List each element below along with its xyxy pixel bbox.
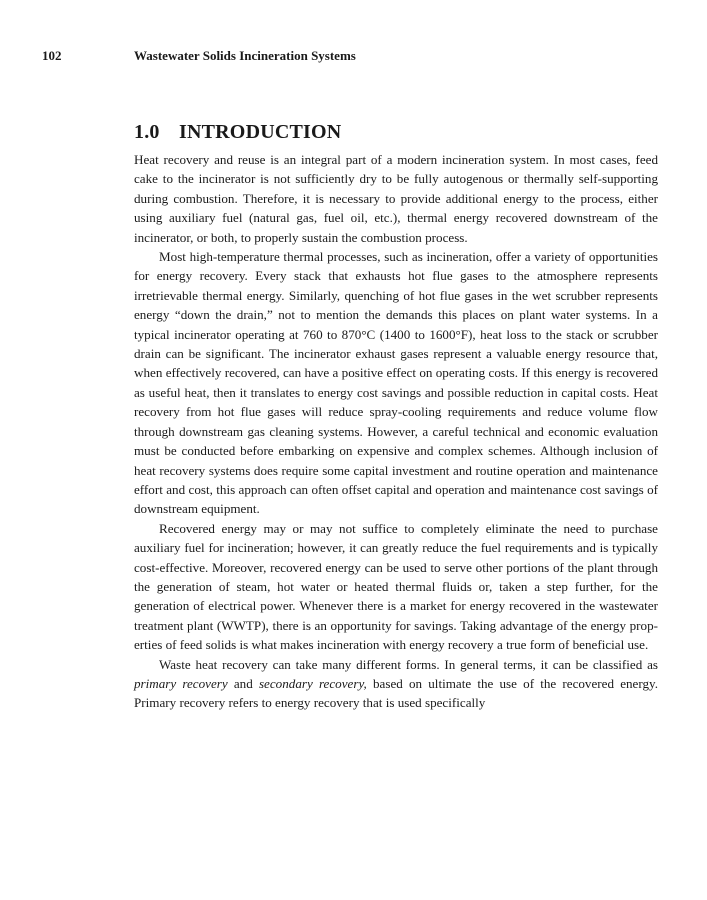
section-number: 1.0 [134, 121, 160, 143]
paragraph-4 [134, 655, 658, 713]
paragraph-3: Recovered energy may or may not suffice to completely eliminate the need to purchase auxiliary fuel for incineration; however, it can greatly reduce the fuel requirements and is typically cost-effective. Moreover, recovered energy can be used to serve other portions of the plant through the generation of steam, hot water or heated thermal fluids or, taken a step further, for the generation of electrical power. Whenever there is a market for energy recovered in the wastewater treatment plant (WWTP), there is an opportunity for savings. Taking advantage of the energy properties of feed solids is what makes incineration with energy recovery a true form of beneficial use. [134, 520, 658, 653]
paragraph-4-text-c: based on ultimate the use of the recovered energy. Primary recovery refers to energy recovery that is used specifically [134, 675, 659, 711]
page-header [42, 48, 662, 68]
paragraph-4-text-a: Waste heat recovery can take many different forms. In general terms, it can be classified as [159, 656, 658, 672]
section-heading [134, 121, 341, 144]
section-title: INTRODUCTION [179, 121, 342, 143]
paragraph-4-text-b: and [227, 675, 259, 691]
running-title: Wastewater Solids Incineration Systems [134, 48, 356, 63]
page-number: 102 [42, 48, 62, 63]
body-text [134, 150, 658, 713]
term-primary-recovery: primary recovery [134, 675, 228, 691]
term-secondary-recovery: secondary recovery, [258, 675, 367, 691]
paragraph-1: Heat recovery and reuse is an integral part of a modern incineration system. In most cases, feed cake to the incinerator is not sufficiently dry to be fully autogenous or thermally self-supporting during combustion. Therefore, it is necessary to provide additional energy to the process, either using auxiliary fuel (natural gas, fuel oil, etc.), thermal energy recovered downstream of the incinerator, or both, to properly sustain the combustion process. [134, 152, 658, 245]
paragraph-2: Most high-temperature thermal processes, such as incineration, offer a variety of opportunities for energy recovery. Every stack that exhausts hot flue gases to the atmosphere represents irretrievable thermal energy. Similarly, quenching of hot flue gases in the wet scrubber represents energy “down the drain,” not to mention the demands this places on plant water systems. In a typical incinerator operating at 760 to 870°C (1400 to 1600°F), heat loss to the stack or scrubber drain can be significant. The incinerator exhaust gases represent a valuable energy resource that, when effectively recovered, can have a positive effect on operating costs. If this energy is recovered as useful heat, then it translates to energy cost savings and possible reduction in capital costs. Heat recovery from hot flue gases will reduce spray-cooling requirements and reduce volume flow through downstream gas cleaning systems. However, a careful technical and economic evaluation must be conducted before embarking on expensive and complex schemes. Although inclusion of heat recovery systems does require some capital investment and routine operation and maintenance effort and cost, this approach can often offset capital and operation and maintenance cost savings of downstream equipment. [134, 249, 658, 517]
